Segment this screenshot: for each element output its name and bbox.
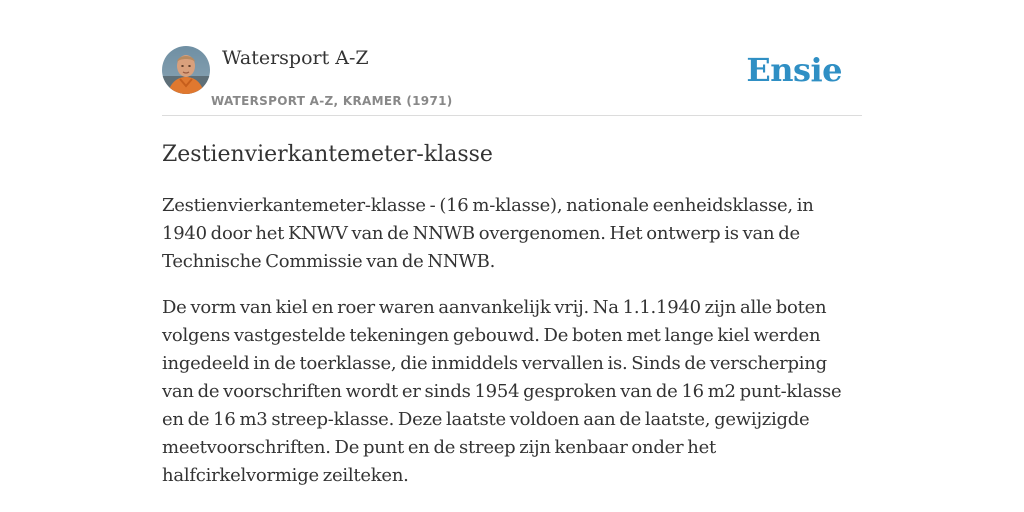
person-photo-icon: [162, 46, 210, 94]
source-subtitle[interactable]: WATERSPORT A-Z, KRAMER (1971): [211, 94, 453, 108]
article-title: Zestienvierkantemeter-klasse: [162, 142, 493, 167]
avatar[interactable]: [162, 46, 210, 94]
source-header: [162, 46, 862, 116]
ensie-logo[interactable]: Ensie: [746, 51, 842, 89]
article-paragraph: De vorm van kiel en roer waren aanvankelijk vrij. Na 1.1.1940 zijn alle boten volgens vastgestelde tekeningen gebouwd. De boten met lange kiel werden ingedeeld in de toerklasse, die inmiddels vervallen is. Sinds de verscherping van de voorschriften wordt er sinds 1954 gesproken van de 16 m2 punt-klasse en de 16 m3 streep-klasse. Deze laatste voldoen aan de laatste, gewijzigde meetvoorschriften. De punt en de streep zijn kenbaar onder het halfcirkelvormige zeilteken.: [162, 297, 842, 486]
content-container: [162, 46, 862, 490]
article-paragraph: Zestienvierkantemeter-klasse - (16 m-klasse), nationale eenheidsklasse, in 1940 door het KNWV van de NNWB overgenomen. Het ontwerp is van de Technische Commissie van de NNWB.: [162, 195, 814, 272]
source-title[interactable]: Watersport A-Z: [222, 47, 369, 69]
